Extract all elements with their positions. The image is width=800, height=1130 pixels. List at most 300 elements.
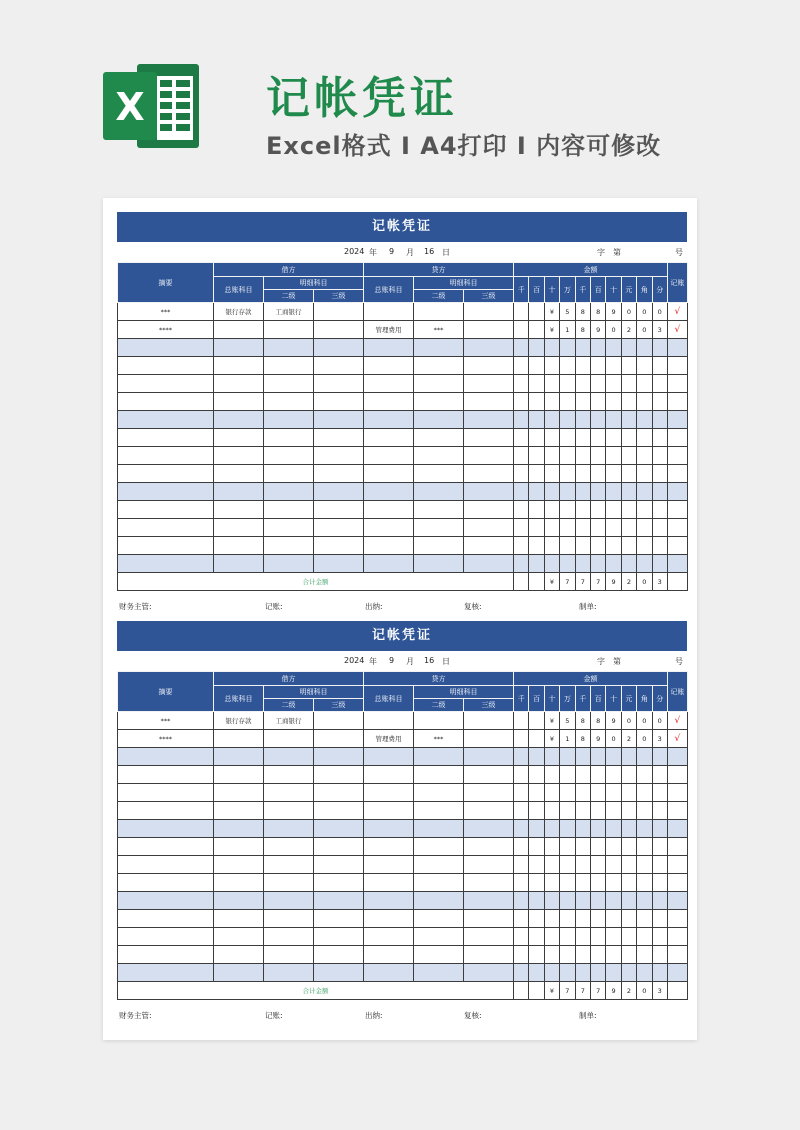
cell-d-l2[interactable] [264,447,314,465]
cell-digit[interactable] [590,964,605,982]
cell-digit[interactable] [606,874,621,892]
cell-digit[interactable]: ¥ [544,321,559,339]
cell-summary[interactable] [118,802,214,820]
cell-c-l2[interactable] [414,501,464,519]
cell-digit[interactable] [544,501,559,519]
cell-c-general[interactable] [364,393,414,411]
cell-digit[interactable]: 2 [621,321,636,339]
cell-digit[interactable] [560,964,575,982]
cell-digit[interactable] [544,375,559,393]
cell-summary[interactable] [118,411,214,429]
cell-digit[interactable] [514,874,529,892]
cell-d-l2[interactable] [264,519,314,537]
cell-digit[interactable] [544,748,559,766]
cell-digit[interactable] [590,802,605,820]
cell-digit[interactable] [606,357,621,375]
cell-digit[interactable]: 0 [606,321,621,339]
cell-c-general[interactable] [364,820,414,838]
cell-digit[interactable]: 9 [606,303,621,321]
cell-digit[interactable] [560,375,575,393]
cell-d-general[interactable] [214,874,264,892]
cell-check-mark[interactable] [667,375,687,393]
cell-digit[interactable] [514,784,529,802]
cell-digit[interactable] [621,411,636,429]
cell-digit[interactable] [606,447,621,465]
cell-c-l2[interactable] [414,303,464,321]
cell-digit[interactable] [590,946,605,964]
cell-digit[interactable] [621,339,636,357]
cell-digit[interactable] [652,537,667,555]
cell-c-l2[interactable]: *** [414,730,464,748]
cell-digit[interactable] [637,465,652,483]
cell-c-l2[interactable] [414,748,464,766]
cell-digit[interactable] [637,357,652,375]
cell-digit[interactable] [606,964,621,982]
cell-digit[interactable]: ¥ [544,730,559,748]
cell-digit[interactable]: 1 [560,730,575,748]
cell-digit[interactable] [621,964,636,982]
cell-digit[interactable] [590,820,605,838]
cell-c-l3[interactable] [464,802,514,820]
cell-c-l3[interactable] [464,766,514,784]
cell-digit[interactable] [575,465,590,483]
cell-check-mark[interactable] [667,820,687,838]
cell-d-l3[interactable] [314,321,364,339]
cell-digit[interactable] [575,838,590,856]
cell-d-l3[interactable] [314,483,364,501]
cell-digit[interactable] [514,946,529,964]
cell-digit[interactable] [560,892,575,910]
cell-summary[interactable] [118,537,214,555]
cell-digit[interactable] [529,784,544,802]
cell-digit[interactable] [637,910,652,928]
cell-d-l3[interactable] [314,964,364,982]
cell-c-l3[interactable] [464,393,514,411]
cell-c-l3[interactable] [464,339,514,357]
cell-digit[interactable] [575,874,590,892]
cell-digit[interactable] [544,856,559,874]
cell-digit[interactable]: 0 [621,303,636,321]
cell-digit[interactable] [621,555,636,573]
cell-digit[interactable] [590,838,605,856]
cell-digit[interactable] [590,537,605,555]
cell-digit[interactable] [637,748,652,766]
cell-digit[interactable] [514,339,529,357]
cell-digit[interactable] [637,555,652,573]
cell-digit[interactable] [621,766,636,784]
cell-summary[interactable] [118,501,214,519]
cell-summary[interactable] [118,892,214,910]
cell-digit[interactable]: 2 [621,730,636,748]
cell-c-l2[interactable] [414,555,464,573]
cell-digit[interactable] [606,483,621,501]
cell-digit[interactable] [514,429,529,447]
cell-check-mark[interactable] [667,519,687,537]
cell-digit[interactable] [575,964,590,982]
cell-digit[interactable] [590,375,605,393]
cell-digit[interactable]: 8 [575,321,590,339]
cell-summary[interactable] [118,339,214,357]
cell-summary[interactable] [118,964,214,982]
cell-digit[interactable]: 1 [560,321,575,339]
cell-d-general[interactable] [214,339,264,357]
cell-c-l2[interactable] [414,429,464,447]
cell-digit[interactable] [621,928,636,946]
cell-digit[interactable]: 9 [606,712,621,730]
cell-c-l2[interactable] [414,447,464,465]
cell-digit[interactable] [560,357,575,375]
cell-digit[interactable] [590,429,605,447]
cell-c-general[interactable] [364,303,414,321]
cell-d-l3[interactable] [314,766,364,784]
cell-summary[interactable] [118,910,214,928]
cell-c-l3[interactable] [464,820,514,838]
cell-summary[interactable]: **** [118,321,214,339]
cell-c-l3[interactable] [464,303,514,321]
cell-digit[interactable] [652,766,667,784]
cell-check-mark[interactable]: √ [667,321,687,339]
cell-digit[interactable] [514,928,529,946]
cell-digit[interactable] [529,730,544,748]
cell-digit[interactable] [590,465,605,483]
cell-digit[interactable]: 0 [637,321,652,339]
cell-c-l3[interactable] [464,838,514,856]
cell-digit[interactable] [514,393,529,411]
cell-digit[interactable] [529,748,544,766]
cell-digit[interactable] [544,874,559,892]
cell-d-l3[interactable] [314,393,364,411]
cell-check-mark[interactable] [667,910,687,928]
cell-digit[interactable] [514,856,529,874]
cell-digit[interactable] [652,784,667,802]
cell-digit[interactable] [637,928,652,946]
cell-d-general[interactable]: 银行存款 [214,303,264,321]
cell-digit[interactable] [652,393,667,411]
cell-digit[interactable] [590,784,605,802]
cell-c-l3[interactable] [464,712,514,730]
cell-c-general[interactable] [364,429,414,447]
cell-check-mark[interactable] [667,357,687,375]
cell-d-l2[interactable] [264,874,314,892]
cell-digit[interactable] [560,946,575,964]
cell-c-l2[interactable] [414,519,464,537]
cell-d-l2[interactable] [264,892,314,910]
cell-digit[interactable] [560,393,575,411]
cell-digit[interactable] [637,501,652,519]
cell-d-l3[interactable] [314,375,364,393]
cell-digit[interactable] [637,820,652,838]
cell-d-l3[interactable] [314,411,364,429]
cell-digit[interactable] [544,483,559,501]
cell-check-mark[interactable] [667,784,687,802]
cell-summary[interactable]: **** [118,730,214,748]
cell-digit[interactable]: 8 [575,712,590,730]
cell-c-general[interactable] [364,465,414,483]
cell-c-general[interactable] [364,411,414,429]
cell-digit[interactable] [621,429,636,447]
cell-check-mark[interactable] [667,928,687,946]
cell-digit[interactable] [637,411,652,429]
cell-c-l3[interactable] [464,874,514,892]
cell-digit[interactable] [652,357,667,375]
cell-d-l2[interactable] [264,910,314,928]
cell-digit[interactable] [637,519,652,537]
cell-d-l2[interactable] [264,784,314,802]
cell-c-l2[interactable] [414,483,464,501]
cell-digit[interactable] [514,375,529,393]
cell-digit[interactable] [637,393,652,411]
cell-digit[interactable] [529,820,544,838]
cell-d-l3[interactable] [314,892,364,910]
cell-c-l2[interactable] [414,375,464,393]
cell-digit[interactable] [529,447,544,465]
cell-digit[interactable] [544,357,559,375]
cell-check-mark[interactable]: √ [667,303,687,321]
cell-digit[interactable] [529,910,544,928]
cell-digit[interactable] [590,501,605,519]
cell-check-mark[interactable] [667,802,687,820]
cell-digit[interactable] [652,874,667,892]
cell-digit[interactable]: 0 [606,730,621,748]
cell-digit[interactable]: 8 [575,303,590,321]
cell-digit[interactable] [590,928,605,946]
cell-digit[interactable] [590,393,605,411]
cell-c-l2[interactable] [414,357,464,375]
cell-digit[interactable] [575,357,590,375]
cell-digit[interactable] [590,892,605,910]
cell-digit[interactable] [606,802,621,820]
cell-c-general[interactable] [364,339,414,357]
cell-digit[interactable] [544,928,559,946]
cell-c-general[interactable] [364,964,414,982]
cell-digit[interactable] [606,393,621,411]
cell-digit[interactable] [652,748,667,766]
cell-digit[interactable] [544,892,559,910]
cell-digit[interactable] [575,501,590,519]
cell-digit[interactable] [637,537,652,555]
cell-digit[interactable] [529,766,544,784]
cell-d-l3[interactable] [314,910,364,928]
cell-digit[interactable] [560,519,575,537]
cell-digit[interactable] [514,748,529,766]
cell-digit[interactable] [590,519,605,537]
cell-digit[interactable] [621,892,636,910]
cell-digit[interactable] [560,910,575,928]
cell-digit[interactable]: 8 [590,303,605,321]
cell-d-l3[interactable] [314,928,364,946]
cell-digit[interactable] [560,483,575,501]
cell-digit[interactable] [514,892,529,910]
cell-digit[interactable] [529,928,544,946]
cell-d-l3[interactable] [314,447,364,465]
cell-digit[interactable]: 9 [590,321,605,339]
cell-c-general[interactable] [364,712,414,730]
cell-digit[interactable] [529,393,544,411]
cell-digit[interactable] [575,820,590,838]
cell-c-general[interactable] [364,375,414,393]
cell-c-general[interactable] [364,838,414,856]
cell-d-l2[interactable] [264,964,314,982]
cell-c-l2[interactable] [414,339,464,357]
cell-d-l3[interactable] [314,465,364,483]
cell-d-l3[interactable] [314,519,364,537]
cell-digit[interactable] [560,802,575,820]
cell-c-l2[interactable] [414,892,464,910]
cell-digit[interactable] [652,802,667,820]
cell-d-l2[interactable] [264,321,314,339]
cell-check-mark[interactable] [667,429,687,447]
cell-digit[interactable] [514,357,529,375]
cell-c-general[interactable] [364,946,414,964]
cell-digit[interactable] [621,357,636,375]
cell-digit[interactable] [514,447,529,465]
cell-digit[interactable] [575,447,590,465]
cell-c-general[interactable] [364,555,414,573]
cell-summary[interactable] [118,375,214,393]
cell-digit[interactable] [514,501,529,519]
cell-digit[interactable] [514,766,529,784]
cell-digit[interactable] [652,483,667,501]
cell-digit[interactable] [514,465,529,483]
cell-digit[interactable] [590,766,605,784]
cell-check-mark[interactable] [667,964,687,982]
cell-digit[interactable] [560,537,575,555]
cell-digit[interactable] [621,748,636,766]
cell-c-l2[interactable] [414,411,464,429]
cell-summary[interactable] [118,946,214,964]
cell-digit[interactable] [514,802,529,820]
cell-digit[interactable] [544,519,559,537]
cell-c-l2[interactable] [414,766,464,784]
cell-c-l3[interactable] [464,910,514,928]
cell-c-general[interactable] [364,784,414,802]
cell-digit[interactable] [575,429,590,447]
cell-digit[interactable] [637,856,652,874]
cell-c-l2[interactable] [414,537,464,555]
cell-digit[interactable] [590,910,605,928]
cell-digit[interactable] [606,856,621,874]
cell-c-general[interactable] [364,928,414,946]
cell-digit[interactable] [514,303,529,321]
cell-c-l3[interactable] [464,357,514,375]
cell-digit[interactable] [606,429,621,447]
cell-digit[interactable] [606,411,621,429]
cell-digit[interactable] [529,411,544,429]
cell-digit[interactable] [606,784,621,802]
cell-d-general[interactable] [214,856,264,874]
cell-summary[interactable] [118,519,214,537]
cell-digit[interactable] [606,946,621,964]
cell-c-l2[interactable] [414,856,464,874]
cell-digit[interactable] [621,946,636,964]
cell-digit[interactable] [575,537,590,555]
cell-c-general[interactable] [364,447,414,465]
cell-digit[interactable] [652,411,667,429]
cell-d-l2[interactable] [264,375,314,393]
cell-digit[interactable] [621,519,636,537]
cell-digit[interactable] [637,964,652,982]
cell-check-mark[interactable] [667,555,687,573]
cell-digit[interactable] [606,555,621,573]
cell-digit[interactable] [544,447,559,465]
cell-d-l3[interactable] [314,802,364,820]
cell-digit[interactable] [652,447,667,465]
cell-digit[interactable] [529,357,544,375]
cell-summary[interactable] [118,784,214,802]
cell-d-l2[interactable] [264,838,314,856]
cell-digit[interactable] [529,802,544,820]
cell-digit[interactable] [529,501,544,519]
cell-digit[interactable] [652,375,667,393]
cell-digit[interactable] [529,339,544,357]
cell-d-l2[interactable] [264,946,314,964]
cell-d-general[interactable] [214,964,264,982]
cell-digit[interactable] [606,838,621,856]
cell-digit[interactable] [575,375,590,393]
cell-digit[interactable] [606,519,621,537]
cell-d-l2[interactable] [264,802,314,820]
cell-c-general[interactable]: 管理费用 [364,730,414,748]
cell-summary[interactable]: *** [118,712,214,730]
cell-d-l3[interactable] [314,946,364,964]
cell-d-general[interactable] [214,393,264,411]
cell-digit[interactable] [575,766,590,784]
cell-digit[interactable] [575,483,590,501]
cell-c-general[interactable] [364,856,414,874]
cell-d-general[interactable]: 银行存款 [214,712,264,730]
cell-digit[interactable] [621,802,636,820]
cell-check-mark[interactable] [667,838,687,856]
cell-c-l3[interactable] [464,411,514,429]
cell-digit[interactable] [590,411,605,429]
cell-d-general[interactable] [214,910,264,928]
cell-c-l3[interactable] [464,519,514,537]
cell-digit[interactable]: 3 [652,730,667,748]
cell-digit[interactable] [544,411,559,429]
cell-digit[interactable] [544,465,559,483]
cell-digit[interactable] [637,784,652,802]
cell-digit[interactable] [621,856,636,874]
cell-digit[interactable] [544,555,559,573]
cell-digit[interactable] [637,339,652,357]
cell-digit[interactable]: 3 [652,321,667,339]
cell-digit[interactable] [560,339,575,357]
cell-digit[interactable] [560,501,575,519]
cell-d-l3[interactable] [314,339,364,357]
cell-digit[interactable] [606,820,621,838]
cell-digit[interactable] [621,393,636,411]
cell-check-mark[interactable] [667,766,687,784]
cell-digit[interactable] [529,712,544,730]
cell-d-l2[interactable] [264,555,314,573]
cell-digit[interactable]: ¥ [544,303,559,321]
cell-digit[interactable] [514,411,529,429]
cell-d-general[interactable] [214,555,264,573]
cell-digit[interactable] [560,820,575,838]
cell-d-general[interactable] [214,375,264,393]
cell-digit[interactable] [514,838,529,856]
cell-c-l3[interactable] [464,447,514,465]
cell-digit[interactable] [529,519,544,537]
cell-c-l3[interactable] [464,964,514,982]
cell-d-l2[interactable] [264,820,314,838]
cell-digit[interactable] [560,856,575,874]
cell-c-l3[interactable] [464,375,514,393]
cell-digit[interactable] [514,730,529,748]
cell-c-general[interactable] [364,748,414,766]
cell-summary[interactable] [118,429,214,447]
cell-digit[interactable] [514,555,529,573]
